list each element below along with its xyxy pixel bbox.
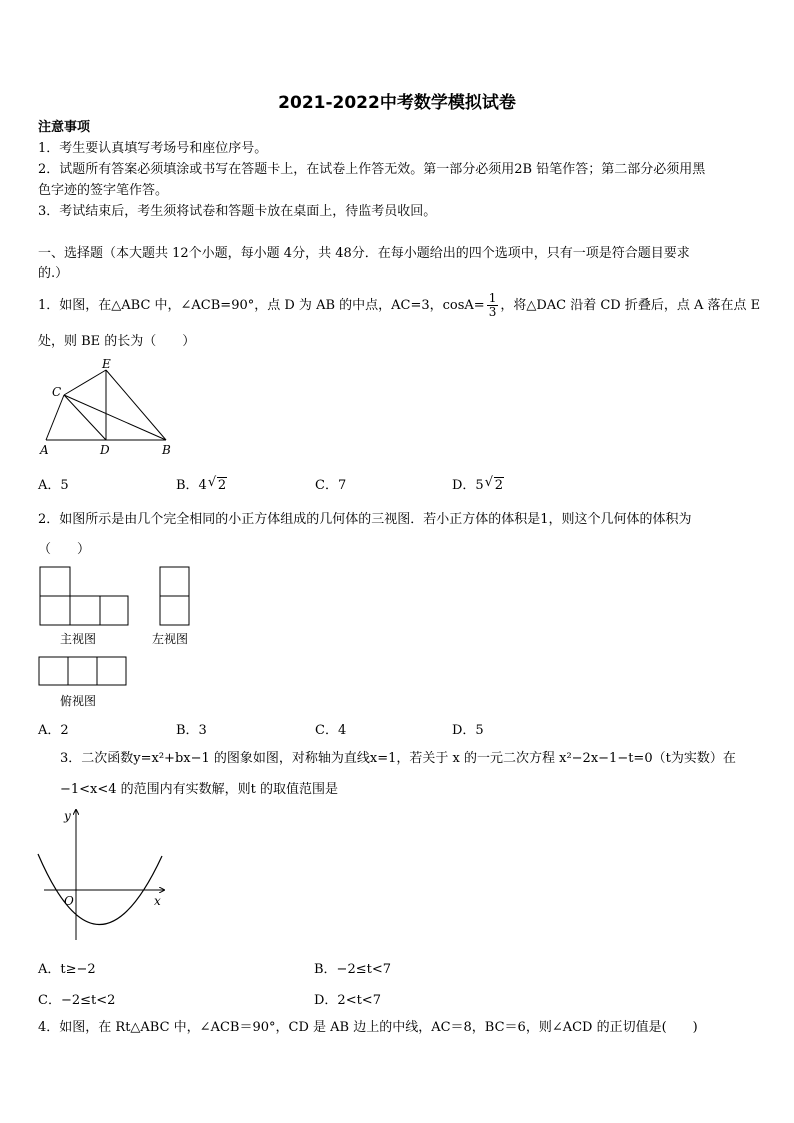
q3-option-b[interactable]: B．−2≤t<7 — [314, 962, 391, 977]
q3-label-x: x — [154, 894, 161, 908]
q2-caption-front: 主视图 — [60, 632, 97, 646]
q3-stem: 3．二次函数y=x²+bx−1 的图象如图，对称轴为直线x=1，若关于 x 的一元二次方程 x²−2x−1−t=0（t为实数）在 — [60, 751, 736, 766]
q1-stem-cont: 处，则 BE 的长为（ ） — [38, 334, 196, 349]
section-heading-cont: 的.） — [38, 266, 69, 281]
q1-option-c[interactable]: C．7 — [315, 478, 347, 493]
q1-text-b: ，将△DAC 沿着 CD 折叠后，点 A 落在点 E — [500, 298, 761, 313]
q2-option-c[interactable]: C．4 — [315, 723, 347, 738]
q1-fraction — [487, 292, 499, 319]
q3-parabola-graph — [36, 806, 170, 944]
q1-option-d-label: D．5 — [452, 478, 484, 493]
q2-top-view — [38, 656, 130, 688]
notice-item-1: 1．考生要认真填写考场号和座位序号。 — [38, 141, 268, 156]
q2-left-view — [158, 565, 192, 627]
q3-option-c[interactable]: C．−2≤t<2 — [38, 993, 116, 1008]
q2-left-cell — [160, 567, 189, 596]
q2-caption-left: 左视图 — [152, 632, 189, 646]
q3-stem-cont: −1<x<4 的范围内有实数解，则t 的取值范围是 — [60, 782, 339, 797]
q2-top-cell — [39, 657, 68, 685]
q3-option-d[interactable]: D．2<t<7 — [314, 993, 381, 1008]
q1-seg-ce — [64, 370, 106, 395]
q2-caption-top: 俯视图 — [60, 694, 97, 708]
q1-seg-ac — [46, 395, 64, 440]
q1-seg-cb — [64, 395, 166, 440]
q1-option-a[interactable]: A．5 — [38, 478, 69, 493]
q1-triangle-figure — [38, 358, 178, 458]
q1-option-d[interactable] — [452, 474, 504, 493]
notice-item-2: 2．试题所有答案必须填涂或书写在答题卡上，在试卷上作答无效。第一部分必须用2B 铅笔作答；第二部分必须用黑 — [38, 162, 706, 177]
q2-top-cell — [97, 657, 126, 685]
q1-seg-eb — [106, 370, 166, 440]
q1-option-d-radical: √ 2 — [494, 477, 504, 493]
q1-option-b-label: B．4 — [176, 478, 207, 493]
notice-item-2-cont: 色字迹的签字笔作答。 — [38, 183, 169, 198]
q2-option-b[interactable]: B．3 — [176, 723, 207, 738]
page-title: 2021-2022中考数学模拟试卷 — [278, 93, 516, 113]
q2-stem: 2．如图所示是由几个完全相同的小正方体组成的几何体的三视图．若小正方体的体积是1，则这个几何体的体积为 — [38, 512, 692, 527]
q1-stem — [38, 288, 760, 324]
q2-front-cell — [70, 596, 100, 625]
q1-frac-num: 1 — [488, 291, 497, 305]
q1-seg-cd — [64, 395, 106, 440]
q2-left-cell — [160, 596, 189, 625]
q2-top-cell — [68, 657, 97, 685]
q4-stem: 4．如图，在 Rt△ABC 中，∠ACB＝90°，CD 是 AB 边上的中线，AC＝8，BC＝6，则∠ACD 的正切值是( ) — [38, 1020, 698, 1035]
q2-option-a[interactable]: A．2 — [38, 723, 69, 738]
q1-option-b-radical: √ 2 — [217, 477, 227, 493]
q2-front-cell — [40, 596, 70, 625]
q1-option-b[interactable] — [176, 474, 227, 493]
q3-parabola-curve — [38, 854, 162, 925]
q2-option-d[interactable]: D．5 — [452, 723, 484, 738]
q3-label-o: O — [64, 894, 74, 908]
notice-item-3: 3．考试结束后，考生须将试卷和答题卡放在桌面上，待监考员收回。 — [38, 204, 437, 219]
q3-label-y: y — [64, 809, 71, 823]
q1-label-a: A — [40, 443, 49, 457]
q2-stem-cont: （ ） — [38, 542, 91, 557]
notice-heading: 注意事项 — [38, 120, 91, 135]
q1-label-d: D — [100, 443, 110, 457]
q3-option-a[interactable]: A．t≥−2 — [38, 962, 96, 977]
q2-front-view — [38, 565, 138, 627]
q2-front-cell — [40, 567, 70, 596]
q1-label-e: E — [102, 358, 111, 371]
q1-label-c: C — [52, 385, 62, 399]
q1-label-b: B — [162, 443, 171, 457]
section-heading: 一、选择题（本大题共 12个小题，每小题 4分，共 48分．在每小题给出的四个选项中，只有一项是符合题目要求 — [38, 246, 690, 261]
q2-front-cell — [100, 596, 128, 625]
q1-text-a: 1．如图，在△ABC 中，∠ACB=90°，点 D 为 AB 的中点，AC=3，cosA= — [38, 298, 485, 313]
q1-frac-den: 3 — [488, 305, 497, 319]
